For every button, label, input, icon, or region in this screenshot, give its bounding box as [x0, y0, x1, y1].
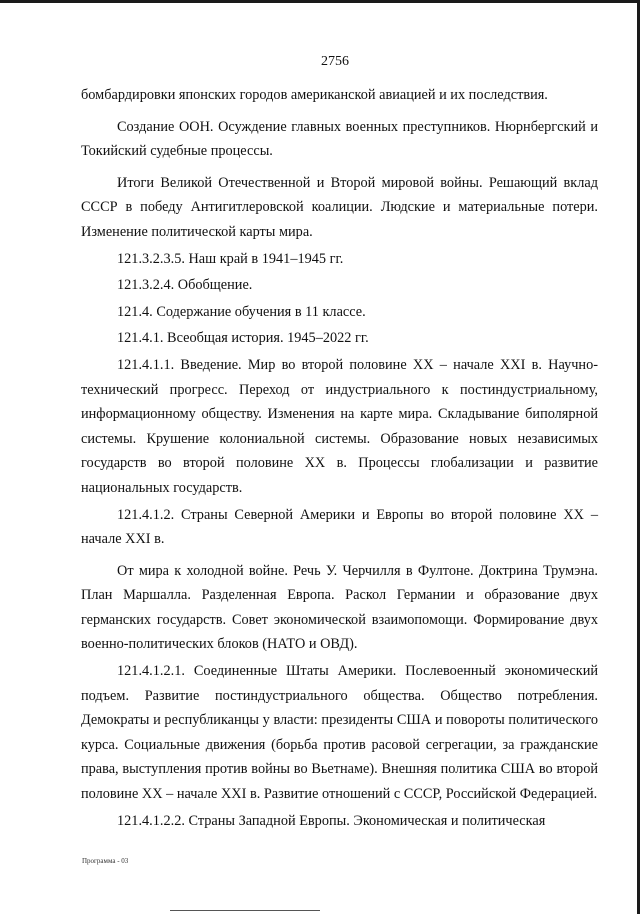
paragraph-12: 121.4.1.2.2. Страны Западной Европы. Экономическая и политическая	[117, 812, 546, 829]
document-body	[81, 83, 598, 833]
paragraph-7: 121.4.1. Всеобщая история. 1945–2022 гг.	[117, 330, 369, 347]
paragraph-6: 121.4. Содержание обучения в 11 классе.	[117, 303, 366, 320]
paragraph-3: Итоги Великой Отечественной и Второй мировой войны. Решающий вклад СССР в победу Антигитлеровской коалиции. Людские и материальные потери. Изменение политической карты мира.	[81, 174, 598, 240]
page-edge-top	[0, 0, 640, 3]
page-number: 2756	[321, 54, 349, 69]
paragraph-11: 121.4.1.2.1. Соединенные Штаты Америки. Послевоенный экономический подъем. Развитие постиндустриального общества. Общество потребления. Демократы и республиканцы у власти: президенты США и повороты политического курса. Социальные движения (борьба против расовой сегрегации, за гражданские права, выступления против войны во Вьетнаме). Внешняя политика США во второй половине XX – начале XXI в. Развитие отношений с СССР, Российской Федерацией.	[81, 663, 598, 803]
paragraph-1: бомбардировки японских городов американской авиацией и их последствия.	[81, 87, 548, 103]
footer-text: Программа - 03	[82, 857, 129, 865]
paragraph-5: 121.3.2.4. Обобщение.	[117, 277, 253, 294]
paragraph-9: 121.4.1.2. Страны Северной Америки и Европы во второй половине XX – начале XXI в.	[81, 506, 598, 548]
paragraph-2: Создание ООН. Осуждение главных военных преступников. Нюрнбергский и Токийский судебные процессы.	[81, 118, 598, 160]
paragraph-8: 121.4.1.1. Введение. Мир во второй половине XX – начале XXI в. Научно-технический прогресс. Переход от индустриального к постиндустриальному, информационному обществу. Изменения на карте мира. Складывание биполярной системы. Крушение колониальной системы. Образование новых независимых государств во второй половине XX в. Процессы глобализации и развитие национальных государств.	[81, 356, 598, 496]
bottom-scan-mark	[170, 910, 320, 911]
paragraph-10: От мира к холодной войне. Речь У. Черчилля в Фултоне. Доктрина Трумэна. План Маршалла. Разделенная Европа. Раскол Германии и образование двух германских государств. Совет экономической взаимопомощи. Формирование двух военно-политических блоков (НАТО и ОВД).	[81, 562, 598, 653]
paragraph-4: 121.3.2.3.5. Наш край в 1941–1945 гг.	[117, 250, 344, 267]
